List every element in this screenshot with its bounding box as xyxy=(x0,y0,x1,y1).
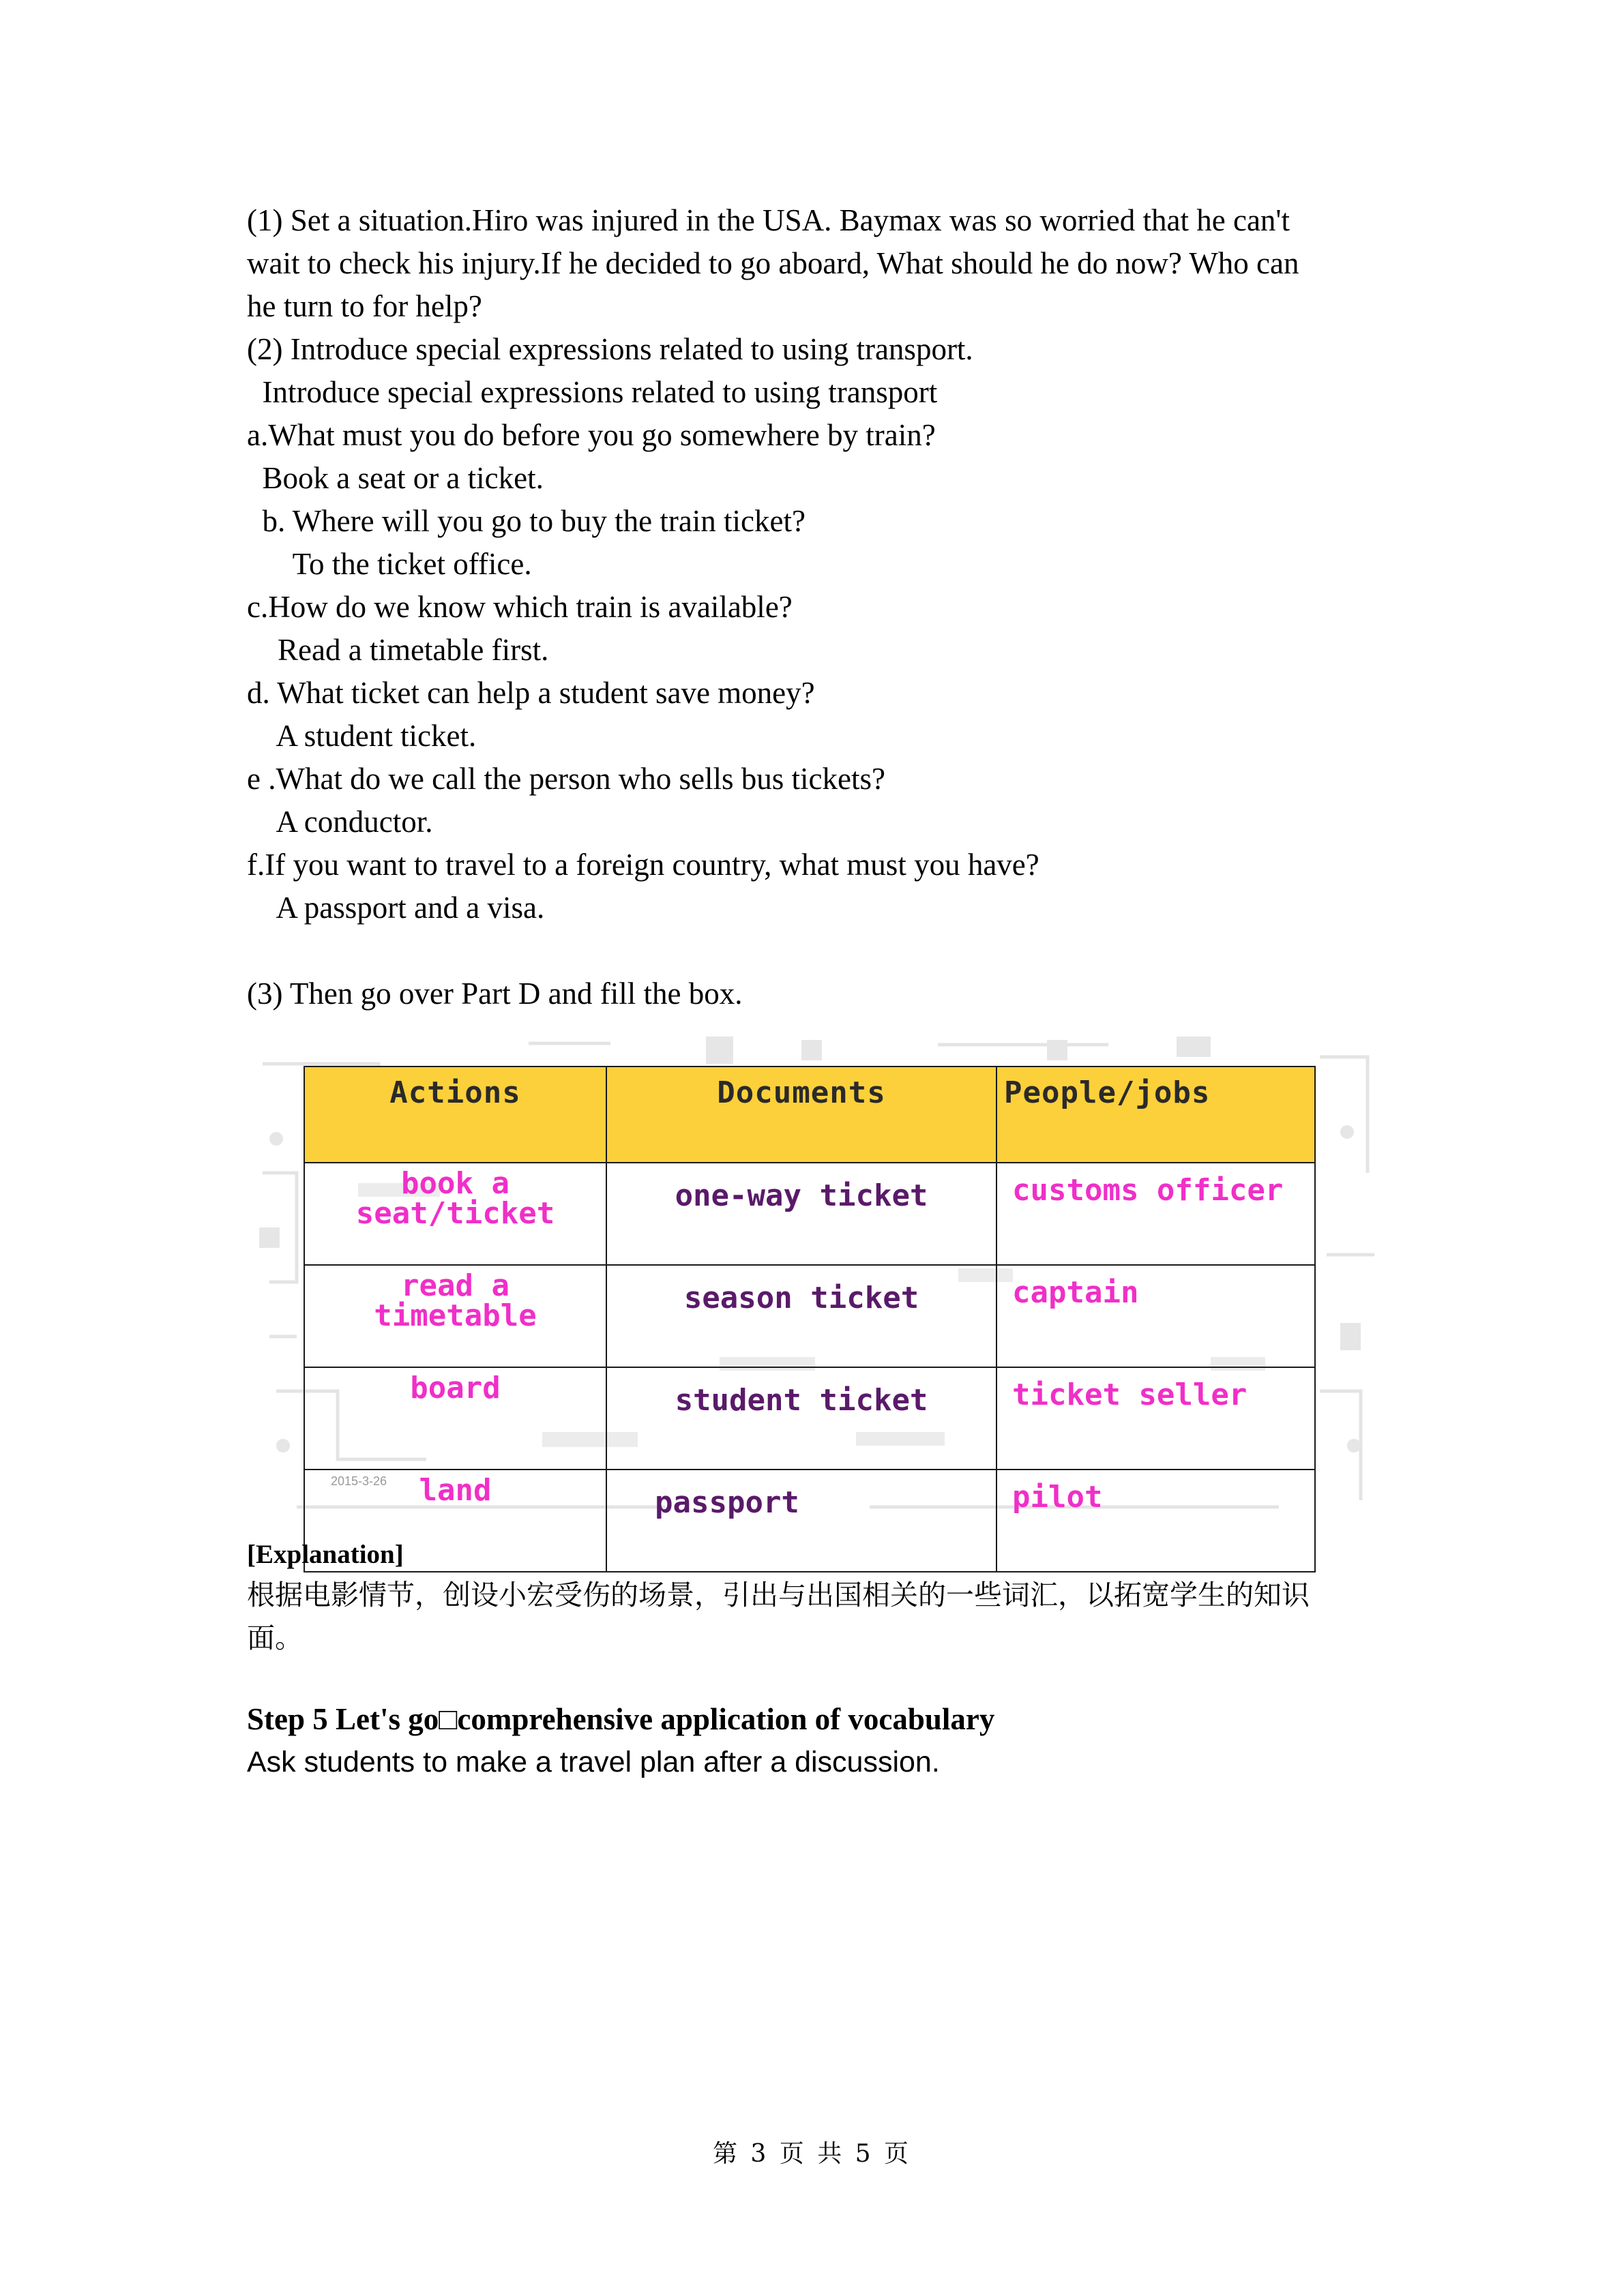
answer-line: A student ticket. xyxy=(247,719,477,753)
step-5-heading: Step 5 Let's go□comprehensive application of vocabulary xyxy=(247,1702,995,1736)
page-footer: 第 3 页 共 5 页 xyxy=(712,2140,912,2168)
paragraph-line: Introduce special expressions related to using transport xyxy=(247,375,938,409)
table-row xyxy=(304,1367,1315,1470)
table-row xyxy=(304,1265,1315,1367)
question-line: f.If you want to travel to a foreign country, what must you have? xyxy=(247,848,1039,882)
answer-line: To the ticket office. xyxy=(247,547,532,581)
table-cell: book a seat/ticket xyxy=(304,1163,606,1265)
paragraph-line: he turn to for help? xyxy=(247,289,482,323)
table-header-people-jobs: People/jobs xyxy=(996,1067,1315,1163)
table-cell: ticket seller xyxy=(996,1367,1315,1470)
table-header-documents: Documents xyxy=(606,1067,996,1163)
question-line: a.What must you do before you go somewhere by train? xyxy=(247,418,936,452)
answer-line: A passport and a visa. xyxy=(247,891,545,925)
answer-line: Book a seat or a ticket. xyxy=(247,461,544,495)
figure-date-stamp: 2015-3-26 xyxy=(331,1474,387,1488)
table-cell: board xyxy=(304,1367,606,1470)
step-5-text: Ask students to make a travel plan after a discussion. xyxy=(247,1746,940,1778)
table-row xyxy=(304,1163,1315,1265)
explanation-text: 根据电影情节，创设小宏受伤的场景，引出与出国相关的一些词汇，以拓宽学生的知识 xyxy=(247,1579,1310,1611)
question-line: b. Where will you go to buy the train ticket? xyxy=(247,504,806,538)
table-cell: student ticket xyxy=(606,1367,996,1470)
table-cell: one-way ticket xyxy=(606,1163,996,1265)
paragraph-line: wait to check his injury.If he decided to go aboard, What should he do now? Who can xyxy=(247,246,1299,280)
table-cell: land xyxy=(304,1470,606,1572)
answer-line: A conductor. xyxy=(247,805,433,839)
table-cell: pilot xyxy=(996,1470,1315,1572)
table-cell: captain xyxy=(996,1265,1315,1367)
paragraph-line: (3) Then go over Part D and fill the box. xyxy=(247,976,743,1011)
table-header-row xyxy=(304,1067,1315,1163)
question-line: d. What ticket can help a student save money? xyxy=(247,676,815,710)
table-row xyxy=(304,1470,1315,1572)
table-cell: read a timetable xyxy=(304,1265,606,1367)
table-cell: season ticket xyxy=(606,1265,996,1367)
vocabulary-table-figure xyxy=(256,1037,1378,1520)
answer-line: Read a timetable first. xyxy=(247,633,549,667)
table-header-actions: Actions xyxy=(304,1067,606,1163)
question-line: e .What do we call the person who sells bus tickets? xyxy=(247,762,885,796)
explanation-text: 面。 xyxy=(247,1622,303,1654)
vocabulary-table xyxy=(304,1066,1316,1572)
question-line: c.How do we know which train is available? xyxy=(247,590,793,624)
table-cell: passport xyxy=(606,1470,996,1572)
table-cell: customs officer xyxy=(996,1163,1315,1265)
paragraph-line: (1) Set a situation.Hiro was injured in the USA. Baymax was so worried that he can't xyxy=(247,203,1290,237)
explanation-label: [Explanation] xyxy=(247,1540,404,1569)
paragraph-line: (2) Introduce special expressions related to using transport. xyxy=(247,332,973,366)
